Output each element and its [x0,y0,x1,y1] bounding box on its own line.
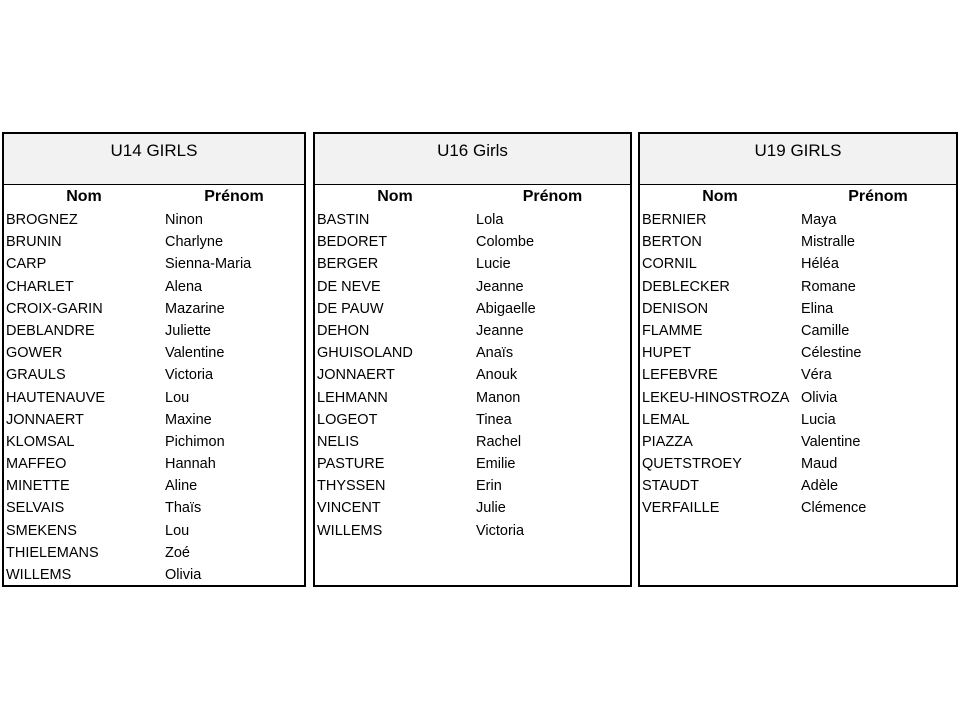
player-prenom: Mistralle [801,234,855,251]
player-prenom: Ninon [165,212,203,228]
player-row [315,276,630,298]
roster-title: U14 GIRLS [4,134,304,185]
player-nom: GHUISOLAND [317,345,413,362]
player-row [4,542,304,564]
player-nom: PASTURE [317,456,385,473]
player-prenom: Alena [165,278,203,295]
roster-u19 [638,132,958,587]
player-prenom: Héléa [801,256,839,273]
player-row [640,320,956,342]
player-nom: DEBLANDRE [6,322,95,339]
column-header-nom: Nom [702,188,738,205]
player-prenom: Maud [801,456,838,473]
player-nom: VERFAILLE [642,500,720,517]
player-nom: SMEKENS [6,522,77,539]
player-row [4,431,304,453]
player-row [315,342,630,364]
player-nom: CROIX-GARIN [6,300,103,317]
player-nom: LEHMANN [317,389,388,406]
roster-title: U16 Girls [315,134,630,185]
player-nom: DEBLECKER [642,278,730,295]
player-prenom: Rachel [476,433,522,450]
player-row [4,497,304,519]
player-prenom: Erin [476,478,502,495]
player-prenom: Victoria [165,367,214,384]
player-row [4,409,304,431]
column-headers [315,185,630,209]
player-prenom: Olivia [801,389,838,406]
player-prenom: Lola [476,212,504,228]
player-prenom: Pichimon [165,433,225,450]
player-prenom: Sienna-Maria [165,256,252,273]
player-row [640,342,956,364]
player-nom: BRUNIN [6,234,62,251]
player-prenom: Valentine [801,433,861,450]
player-prenom: Juliette [165,322,211,339]
player-nom: NELIS [317,433,359,450]
player-nom: CHARLET [6,278,74,295]
player-prenom: Elina [801,300,834,317]
player-nom: JONNAERT [6,411,84,428]
player-row [640,209,956,231]
player-prenom: Olivia [165,567,202,583]
player-row [315,409,630,431]
player-row [4,231,304,253]
column-header-nom: Nom [377,188,413,205]
player-prenom: Lou [165,522,190,539]
player-nom: LEFEBVRE [642,367,718,384]
player-prenom: Aline [165,478,198,495]
player-prenom: Mazarine [165,300,225,317]
player-row [4,342,304,364]
player-row [315,231,630,253]
player-row [315,298,630,320]
player-list [640,209,956,520]
player-prenom: Maya [801,212,837,228]
player-nom: JONNAERT [317,367,395,384]
player-prenom: Lucia [801,411,836,428]
player-row [315,253,630,275]
player-nom: LEMAL [642,411,690,428]
player-prenom: Anouk [476,367,518,384]
player-nom: HUPET [642,345,692,362]
player-nom: WILLEMS [317,522,383,539]
player-nom: STAUDT [642,478,699,495]
player-nom: MINETTE [6,478,70,495]
player-row [315,520,630,542]
player-prenom: Clémence [801,500,867,517]
player-row [640,364,956,386]
player-prenom: Julie [476,500,506,517]
player-prenom: Romane [801,278,856,295]
player-row [640,453,956,475]
player-row [315,387,630,409]
player-prenom: Véra [801,367,832,384]
player-nom: HAUTENAUVE [6,389,106,406]
column-headers [640,185,956,209]
player-nom: MAFFEO [6,456,67,473]
player-prenom: Célestine [801,345,862,362]
player-prenom: Zoé [165,544,190,561]
player-prenom: Lucie [476,256,511,273]
player-row [4,364,304,386]
player-nom: LOGEOT [317,411,378,428]
player-nom: CORNIL [642,256,697,273]
player-row [4,209,304,231]
player-row [4,387,304,409]
player-nom: QUETSTROEY [642,456,742,473]
player-nom: KLOMSAL [6,433,75,450]
player-prenom: Abigaelle [476,300,536,317]
player-nom: LEKEU-HINOSTROZA [642,389,790,406]
player-nom: BERNIER [642,212,707,228]
player-nom: WILLEMS [6,567,72,583]
player-prenom: Jeanne [476,278,524,295]
player-prenom: Manon [476,389,521,406]
column-headers [4,185,304,209]
player-prenom: Valentine [165,345,225,362]
player-prenom: Charlyne [165,234,224,251]
player-row [315,209,630,231]
player-nom: GRAULS [6,367,66,384]
player-nom: BEDORET [317,234,388,251]
player-row [4,276,304,298]
player-nom: DE PAUW [317,300,384,317]
player-nom: VINCENT [317,500,381,517]
player-row [315,453,630,475]
player-row [315,364,630,386]
column-header-nom: Nom [66,188,102,205]
player-nom: FLAMME [642,322,703,339]
player-prenom: Hannah [165,456,216,473]
player-list [315,209,630,542]
player-nom: GOWER [6,345,63,362]
player-nom: DEHON [317,322,370,339]
player-prenom: Emilie [476,456,516,473]
player-prenom: Maxine [165,411,212,428]
player-nom: PIAZZA [642,433,693,450]
player-prenom: Lou [165,389,190,406]
player-row [640,409,956,431]
player-nom: THIELEMANS [6,544,99,561]
player-nom: THYSSEN [317,478,386,495]
player-nom: BERTON [642,234,702,251]
player-row [315,497,630,519]
player-row [640,387,956,409]
player-row [640,431,956,453]
roster-title: U19 GIRLS [640,134,956,185]
player-nom: CARP [6,256,47,273]
player-row [315,431,630,453]
player-prenom: Colombe [476,234,535,251]
player-row [640,253,956,275]
roster-u16 [313,132,632,587]
player-row [4,475,304,497]
player-row [640,497,956,519]
player-nom: SELVAIS [6,500,65,517]
player-prenom: Adèle [801,478,839,495]
player-row [4,520,304,542]
player-row [4,320,304,342]
player-prenom: Tinea [476,411,512,428]
player-prenom: Anaïs [476,345,514,362]
column-header-prenom: Prénom [522,188,583,205]
player-row [640,231,956,253]
player-row [4,453,304,475]
player-list [4,209,304,586]
player-row [640,276,956,298]
player-row [640,475,956,497]
player-row [4,564,304,586]
column-header-prenom: Prénom [848,188,908,205]
roster-u14 [2,132,306,587]
player-nom: BROGNEZ [6,212,78,228]
player-nom: DE NEVE [317,278,381,295]
player-row [640,298,956,320]
player-prenom: Victoria [476,522,525,539]
player-nom: BASTIN [317,212,370,228]
player-row [4,298,304,320]
player-row [315,320,630,342]
player-nom: BERGER [317,256,379,273]
player-nom: DENISON [642,300,709,317]
player-prenom: Camille [801,322,850,339]
player-row [315,475,630,497]
column-header-prenom: Prénom [204,188,264,205]
player-row [4,253,304,275]
player-prenom: Thaïs [165,500,202,517]
player-prenom: Jeanne [476,322,524,339]
